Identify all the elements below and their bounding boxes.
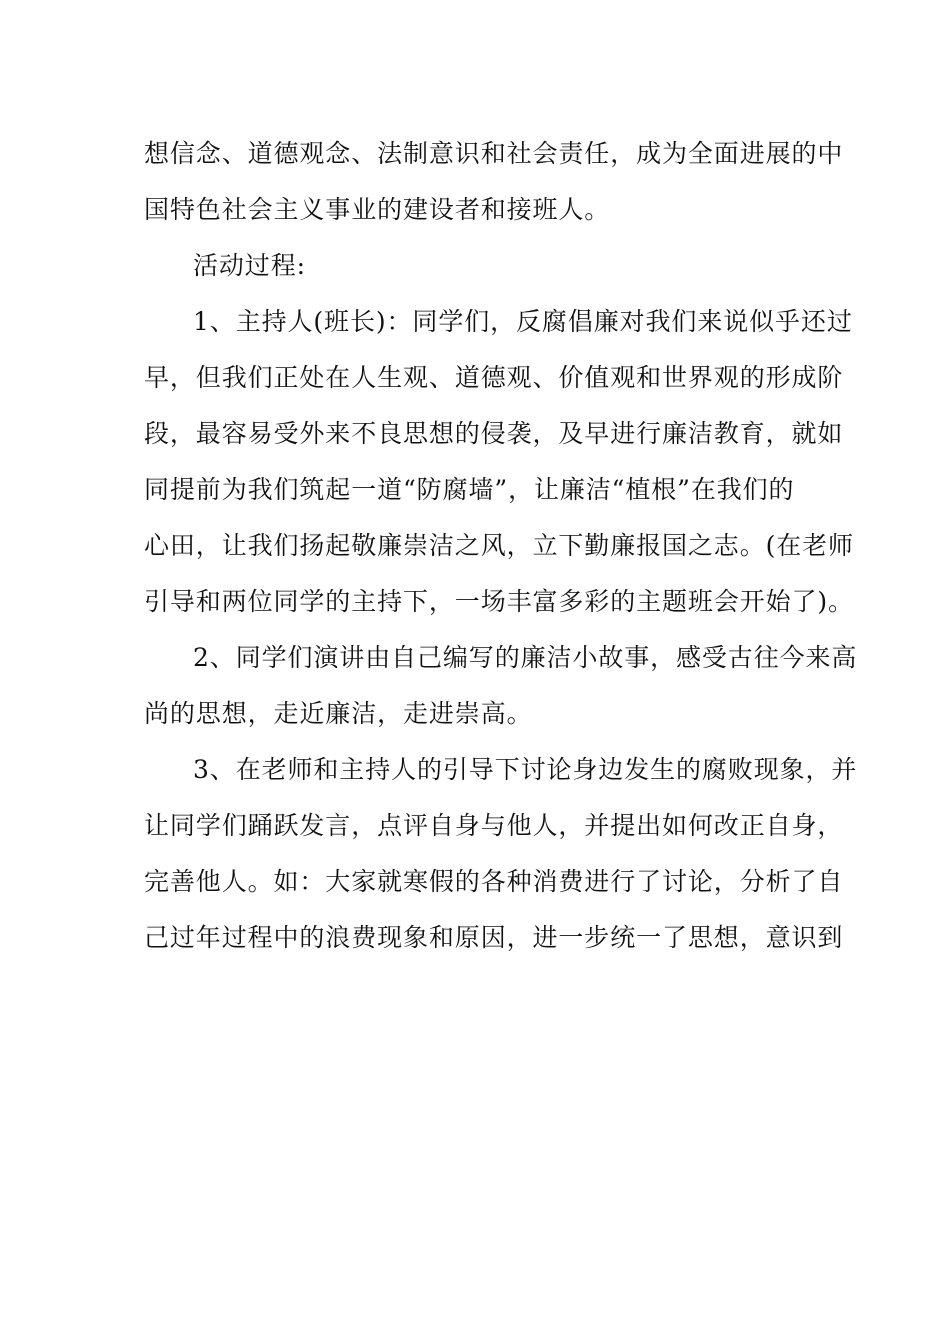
section-heading: 活动过程: [193, 251, 306, 280]
text-line: 让同学们踊跃发言，点评自身与他人，并提出如何改正自身， [144, 811, 844, 840]
text-line: 同提前为我们筑起一道“防腐墙”，让廉洁“植根”在我们的 [144, 475, 795, 504]
text-line: 引导和两位同学的主持下，一场丰富多彩的主题班会开始了)。 [144, 587, 854, 616]
document-body [144, 126, 858, 966]
text-line: 1、主持人(班长)：同学们，反腐倡廉对我们来说似乎还过 [193, 307, 853, 336]
text-line: 尚的思想，走近廉洁，走进崇高。 [144, 699, 533, 728]
text-line: 国特色社会主义事业的建设者和接班人。 [144, 195, 611, 224]
text-line: 段，最容易受外来不良思想的侵袭，及早进行廉洁教育，就如 [144, 419, 844, 448]
text-line: 3、在老师和主持人的引导下讨论身边发生的腐败现象，并 [193, 755, 858, 784]
text-line: 己过年过程中的浪费现象和原因，进一步统一了思想，意识到 [144, 923, 844, 952]
text-line: 早，但我们正处在人生观、道德观、价值观和世界观的形成阶 [144, 363, 844, 392]
text-line: 完善他人。如：大家就寒假的各种消费进行了讨论，分析了自 [144, 867, 844, 896]
text-line: 想信念、道德观念、法制意识和社会责任，成为全面进展的中 [144, 139, 844, 168]
text-line: 2、同学们演讲由自己编写的廉洁小故事，感受古往今来高 [193, 643, 858, 672]
text-line: 心田，让我们扬起敬廉崇洁之风，立下勤廉报国之志。(在老师 [144, 531, 854, 560]
